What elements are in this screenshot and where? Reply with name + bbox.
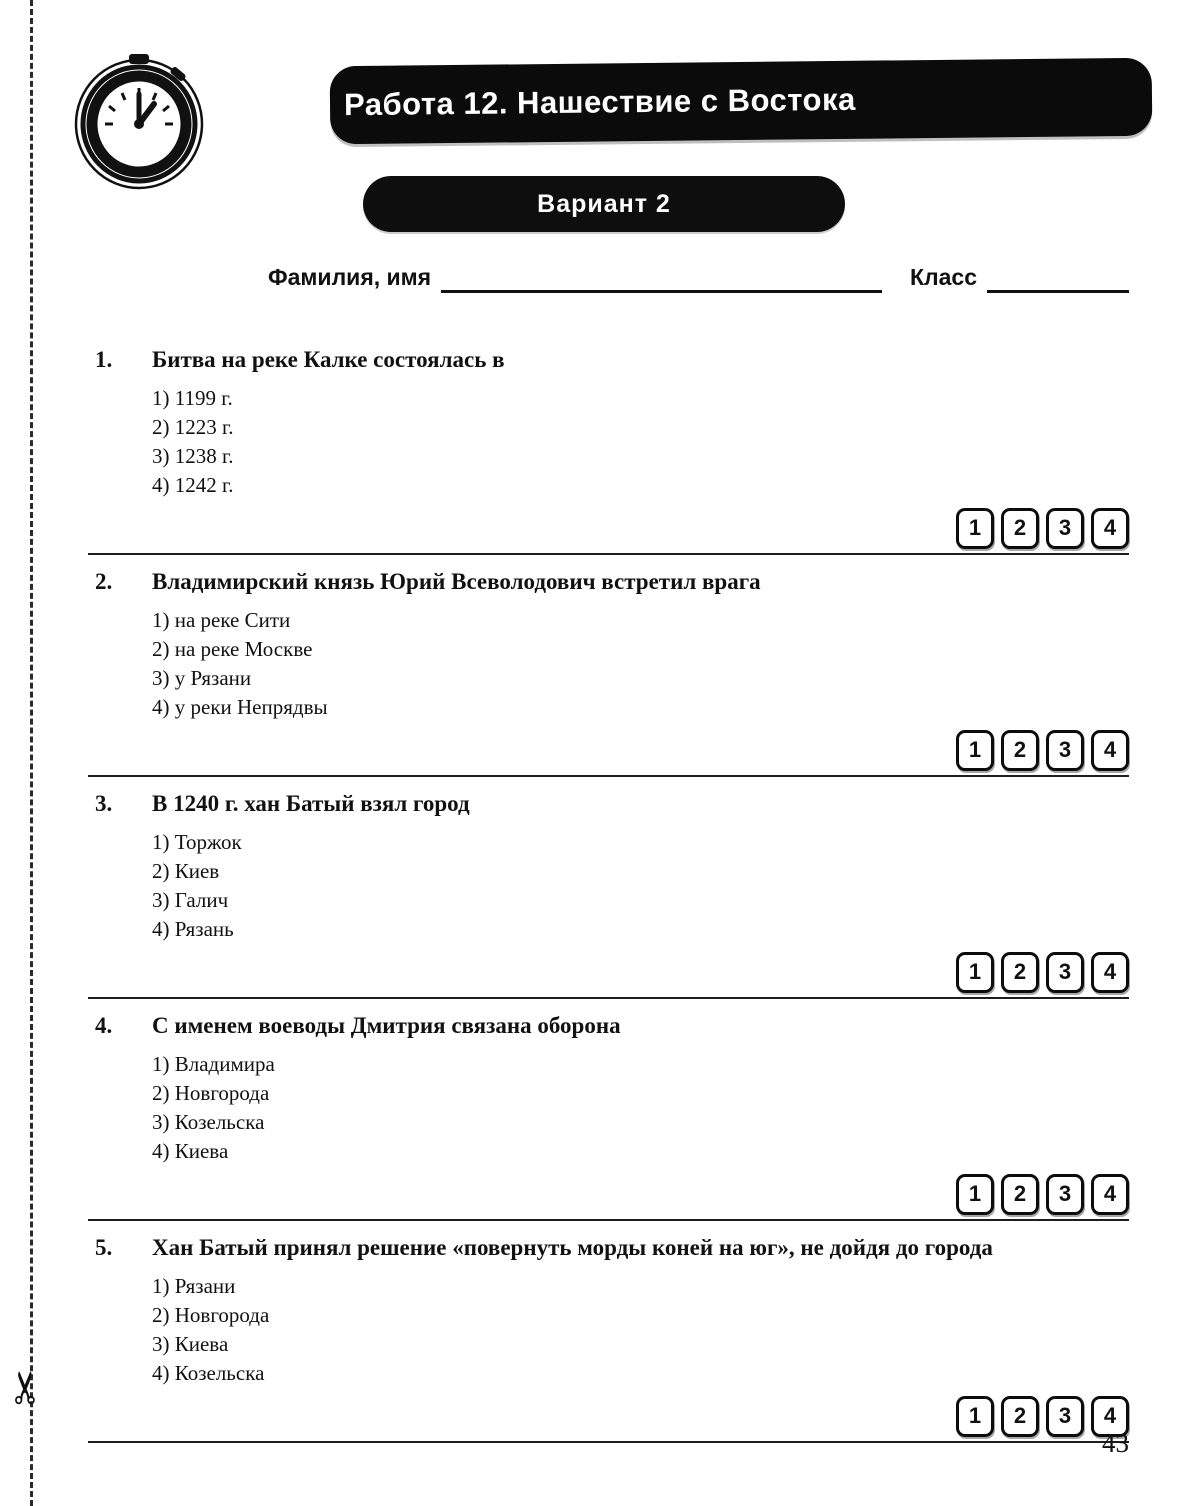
question-text: С именем воеводы Дмитрия связана оборона: [152, 1013, 621, 1038]
option-4: 4) Козельска: [152, 1361, 265, 1385]
question-1: [88, 346, 1129, 555]
variant-banner: [363, 176, 845, 232]
question-text: В 1240 г. хан Батый взял город: [152, 791, 470, 816]
answer-box-4[interactable]: 4: [1091, 730, 1129, 771]
option-2: 2) Киев: [152, 859, 220, 883]
answer-box-1[interactable]: 1: [956, 1174, 994, 1215]
question-number: 2.: [95, 569, 113, 594]
option-1: 1) Рязани: [152, 1274, 236, 1298]
answer-box-3[interactable]: 3: [1046, 952, 1084, 993]
option-3: 3) 1238 г.: [152, 444, 234, 468]
variant-label: Вариант 2: [537, 189, 671, 218]
answer-box-3[interactable]: 3: [1046, 730, 1084, 771]
option-3: 3) Козельска: [152, 1110, 265, 1134]
question-2: [88, 568, 1129, 777]
answer-box-2[interactable]: 2: [1001, 1396, 1039, 1437]
question-separator: [88, 1441, 1129, 1443]
class-label: Класс: [909, 264, 977, 290]
scissors-icon: ✂: [0, 1369, 52, 1406]
option-1: 1) на реке Сити: [152, 608, 291, 632]
answer-box-2[interactable]: 2: [1001, 1174, 1039, 1215]
option-1: 1) Торжок: [152, 830, 242, 854]
question-head: [88, 1234, 1129, 1261]
answer-box-2[interactable]: 2: [1001, 952, 1039, 993]
question-number: 4.: [95, 1013, 113, 1038]
page-title: Работа 12. Нашествие с Востока: [343, 81, 856, 123]
question-head: [88, 568, 1129, 595]
option-2: 2) Новгорода: [152, 1303, 270, 1327]
title-banner: [330, 58, 1153, 145]
options-list: [152, 1050, 1129, 1166]
question-5: [88, 1234, 1129, 1443]
answer-boxes-row: [88, 1174, 1129, 1214]
option-2: 2) на реке Москве: [152, 637, 313, 661]
question-separator: [88, 553, 1129, 555]
answer-box-4[interactable]: 4: [1091, 952, 1129, 993]
option-4: 4) 1242 г.: [152, 473, 234, 497]
answer-box-4[interactable]: 4: [1091, 508, 1129, 549]
answer-box-2[interactable]: 2: [1001, 508, 1039, 549]
option-3: 3) у Рязани: [152, 666, 252, 690]
question-4: [88, 1012, 1129, 1221]
page-number: 43: [1102, 1428, 1129, 1458]
option-4: 4) у реки Непрядвы: [152, 695, 328, 719]
answer-box-4[interactable]: 4: [1091, 1174, 1129, 1215]
option-1: 1) 1199 г.: [152, 386, 233, 410]
name-class-row: [268, 262, 1129, 293]
question-3: [88, 790, 1129, 999]
answer-box-2[interactable]: 2: [1001, 730, 1039, 771]
question-number: 1.: [95, 347, 113, 372]
name-label: Фамилия, имя: [268, 264, 432, 290]
options-list: [152, 1272, 1129, 1388]
answer-boxes-row: [88, 1396, 1129, 1436]
question-text: Битва на реке Калке состоялась в: [152, 347, 505, 372]
question-separator: [88, 997, 1129, 999]
question-separator: [88, 775, 1129, 777]
option-2: 2) Новгорода: [152, 1081, 270, 1105]
options-list: [152, 384, 1129, 500]
options-list: [152, 606, 1129, 722]
options-list: [152, 828, 1129, 944]
option-4: 4) Киева: [152, 1139, 229, 1163]
answer-box-4[interactable]: 4: [1091, 1396, 1129, 1437]
answer-box-3[interactable]: 3: [1046, 508, 1084, 549]
option-3: 3) Киева: [152, 1332, 229, 1356]
timer-clock-icon: [72, 52, 206, 197]
answer-box-1[interactable]: 1: [956, 1396, 994, 1437]
questions-list: [88, 346, 1129, 1456]
class-field[interactable]: [987, 262, 1129, 293]
question-number: 3.: [95, 791, 113, 816]
answer-boxes-row: [88, 952, 1129, 992]
answer-box-3[interactable]: 3: [1046, 1174, 1084, 1215]
option-1: 1) Владимира: [152, 1052, 275, 1076]
name-field[interactable]: [441, 262, 882, 293]
question-separator: [88, 1219, 1129, 1221]
answer-boxes-row: [88, 730, 1129, 770]
answer-box-3[interactable]: 3: [1046, 1396, 1084, 1437]
answer-box-1[interactable]: 1: [956, 730, 994, 771]
question-number: 5.: [95, 1235, 113, 1260]
option-3: 3) Галич: [152, 888, 229, 912]
question-head: [88, 790, 1129, 817]
answer-box-1[interactable]: 1: [956, 952, 994, 993]
question-head: [88, 1012, 1129, 1039]
question-head: [88, 346, 1129, 373]
question-text: Хан Батый принял решение «повернуть морды коней на юг», не дойдя до города: [152, 1235, 993, 1260]
option-2: 2) 1223 г.: [152, 415, 234, 439]
cut-line: [30, 0, 33, 1506]
option-4: 4) Рязань: [152, 917, 234, 941]
question-text: Владимирский князь Юрий Всеволодович встретил врага: [152, 569, 761, 594]
answer-box-1[interactable]: 1: [956, 508, 994, 549]
answer-boxes-row: [88, 508, 1129, 548]
